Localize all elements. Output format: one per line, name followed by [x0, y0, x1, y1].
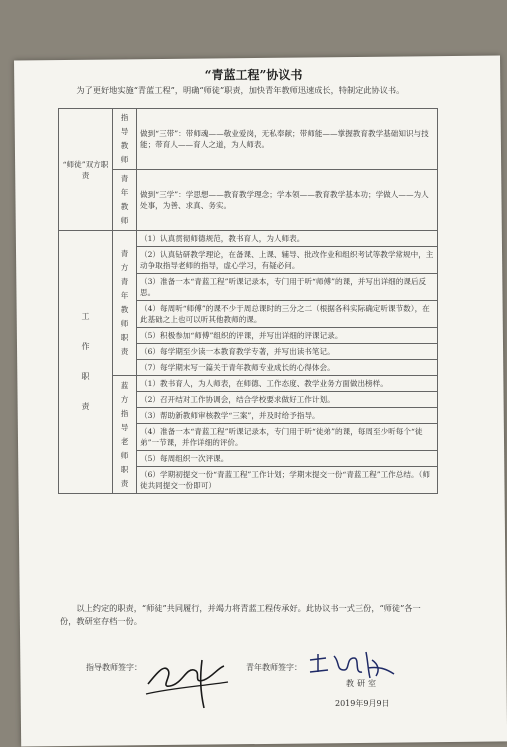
young-item-7: （7）每学期末写一篇关于青年教师专业成长的心得体会。	[137, 360, 438, 376]
duty-table	[58, 108, 438, 494]
mentor-duty-text: 做到“三带”：带师魂——敬业爱岗，无私奉献；带师能——掌握教育教学基础知识与技能；带育人——育人之道，为人师表。	[137, 109, 438, 170]
young-item-5: （5）积极参加“师傅”组织的评课，并写出详细的评课记录。	[137, 328, 438, 344]
mentor-item-5: （5）每周组织一次评课。	[137, 451, 438, 467]
mentor-side-label: 蓝 方 指 导 老 师 职 责	[113, 376, 137, 494]
table-row	[59, 231, 438, 247]
mentor-sign-label: 指导教师签字：	[86, 663, 142, 672]
signing-date: 2019年9月9日	[335, 699, 390, 708]
young-side-label: 青 方 青 年 教 师 职 责	[113, 231, 137, 376]
young-sign-label: 青年教师签字：	[246, 663, 302, 672]
mentor-signature	[142, 640, 232, 710]
table-row	[59, 170, 438, 231]
young-duty-text: 做到“三学”：学思想——教育教学理念；学本领——教育教学基本功；学做人——为人处事，为善、求真、务实。	[137, 170, 438, 231]
young-item-1: （1）认真贯彻师德规范，教书育人，为人师表。	[137, 231, 438, 247]
mentor-item-2: （2）召开结对工作协调会，结合学校要求做好工作计划。	[137, 392, 438, 408]
document-title: “青蓝工程”协议书	[204, 68, 303, 82]
young-label: 青 年 教 师	[113, 170, 137, 231]
table-row	[59, 109, 438, 170]
young-item-3: （3）准备一本“青蓝工程”听课记录本，专门用于听“师傅”的课，并写出详细的课后反思。	[137, 274, 438, 301]
mentor-label: 指 导 教 师	[113, 109, 137, 170]
intro-paragraph: 为了更好地实施“青蓝工程”，明确“师徒”职责，加快青年教师迅速成长，特制定此协议书。	[76, 85, 405, 95]
mentor-item-4: （4）准备一本“青蓝工程”听课记录本，专门用于听“徒弟”的课，每周至少听每个“徒弟”一节课，并作详细的评价。	[137, 424, 438, 451]
closing-paragraph: 以上约定的职责，“师徒”共同履行，并竭力将青蓝工程传承好。此协议书一式三份，“师徒”各一份，教研室存档一份。	[60, 603, 421, 626]
young-item-2: （2）认真钻研教学理论，在备课、上课、辅导、批改作业和组织考试等教学常规中，主动争取指导老师的指导，虚心学习，有疑必问。	[137, 247, 438, 274]
mentor-item-3: （3）帮助新教师审核教学“三案”，并及时给予指导。	[137, 408, 438, 424]
mentor-item-1: （1）教书育人，为人师表，在师德、工作态度、教学业务方面做出榜样。	[137, 376, 438, 392]
work-section-label: 工 作 职 责	[59, 231, 113, 494]
duty-section-label: “师徒”双方职责	[59, 109, 113, 231]
table-row	[59, 376, 438, 392]
young-item-6: （6）每学期至少读一本教育教学专著，并写出读书笔记。	[137, 344, 438, 360]
mentor-item-6: （6）学期初提交一份“青蓝工程”工作计划；学期末提交一份“青蓝工程”工作总结。（师徒共同提交一份即可）	[137, 467, 438, 494]
young-item-4: （4）每周听“师傅”的课不少于周总课时的三分之二（根据各科实际确定听课节数），在此基础之上也可以听其他教师的课。	[137, 301, 438, 328]
department-label: 教研室	[346, 679, 379, 688]
